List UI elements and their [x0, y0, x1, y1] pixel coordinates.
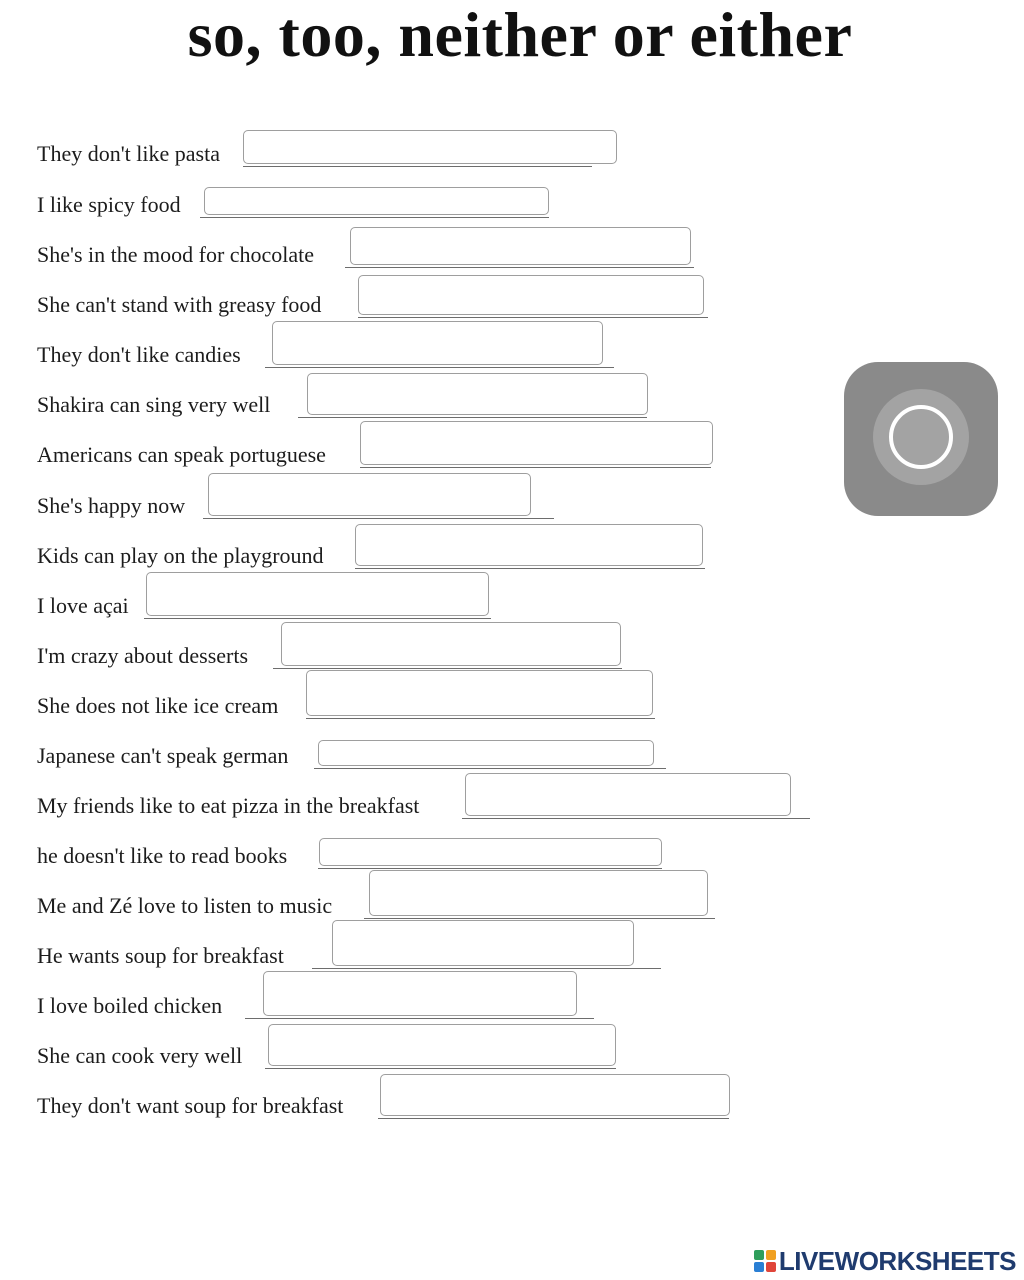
- exercise-row: [37, 781, 897, 831]
- record-button[interactable]: [844, 362, 998, 516]
- record-ring: [873, 389, 969, 485]
- answer-underline: [462, 818, 810, 819]
- exercise-prompt: Shakira can sing very well: [37, 392, 271, 417]
- exercise-prompt: I'm crazy about desserts: [37, 643, 249, 668]
- answer-underline: [314, 768, 666, 769]
- answer-input[interactable]: [319, 838, 662, 866]
- answer-input[interactable]: [350, 227, 691, 265]
- answer-input[interactable]: [369, 870, 708, 916]
- exercise-prompt: She does not like ice cream: [37, 693, 279, 718]
- exercise-prompt: They don't like candies: [37, 342, 241, 367]
- answer-underline: [265, 1068, 616, 1069]
- answer-input[interactable]: [358, 275, 704, 315]
- exercise-row: [37, 1081, 897, 1131]
- answer-underline: [358, 317, 708, 318]
- answer-input[interactable]: [380, 1074, 730, 1116]
- exercise-prompt: Americans can speak portuguese: [37, 442, 326, 467]
- exercise-prompt: He wants soup for breakfast: [37, 943, 284, 968]
- exercise-row: [37, 681, 897, 731]
- exercise-prompt: Me and Zé love to listen to music: [37, 893, 333, 918]
- exercise-prompt: Kids can play on the playground: [37, 543, 324, 568]
- page-title: so, too, neither or either: [187, 0, 853, 70]
- exercise-prompt: They don't want soup for breakfast: [37, 1093, 344, 1118]
- exercise-prompt: I like spicy food: [37, 192, 181, 217]
- answer-underline: [312, 968, 661, 969]
- answer-underline: [273, 668, 622, 669]
- exercise-row: [37, 180, 897, 230]
- exercise-prompt: Japanese can't speak german: [37, 743, 289, 768]
- answer-underline: [245, 1018, 594, 1019]
- logo-square-4: [766, 1262, 776, 1272]
- logo-square-2: [766, 1250, 776, 1260]
- answer-input[interactable]: [146, 572, 489, 616]
- answer-input[interactable]: [306, 670, 653, 716]
- answer-input[interactable]: [263, 971, 577, 1016]
- answer-underline: [360, 467, 711, 468]
- answer-input[interactable]: [204, 187, 549, 215]
- exercise-prompt: My friends like to eat pizza in the breakfast: [37, 793, 420, 818]
- answer-underline: [243, 166, 592, 167]
- answer-underline: [298, 417, 647, 418]
- exercise-prompt: She's in the mood for chocolate: [37, 242, 315, 267]
- brand-name: LIVEWORKSHEETS: [778, 1246, 1016, 1276]
- answer-underline: [306, 718, 655, 719]
- exercise-row: [37, 230, 897, 280]
- record-circle-icon: [889, 405, 953, 469]
- answer-input[interactable]: [243, 130, 617, 164]
- exercise-prompt: I love açai: [37, 593, 129, 618]
- answer-input[interactable]: [208, 473, 531, 516]
- exercise-row: [37, 129, 897, 179]
- logo-square-1: [754, 1250, 764, 1260]
- answer-underline: [203, 518, 554, 519]
- answer-underline: [144, 618, 491, 619]
- exercise-prompt: They don't like pasta: [37, 141, 220, 166]
- answer-input[interactable]: [465, 773, 791, 816]
- exercise-prompt: She's happy now: [37, 493, 186, 518]
- answer-input[interactable]: [355, 524, 703, 566]
- answer-input[interactable]: [272, 321, 603, 365]
- answer-underline: [378, 1118, 729, 1119]
- answer-underline: [318, 868, 662, 869]
- answer-underline: [200, 217, 549, 218]
- answer-input[interactable]: [332, 920, 634, 966]
- exercise-prompt: he doesn't like to read books: [37, 843, 288, 868]
- exercise-prompt: She can't stand with greasy food: [37, 292, 322, 317]
- answer-underline: [364, 918, 715, 919]
- answer-input[interactable]: [268, 1024, 616, 1066]
- answer-input[interactable]: [281, 622, 621, 666]
- answer-input[interactable]: [318, 740, 654, 766]
- brand-footer[interactable]: [754, 1248, 1016, 1274]
- answer-underline: [355, 568, 705, 569]
- logo-square-3: [754, 1262, 764, 1272]
- liveworksheets-logo-icon: [754, 1250, 776, 1272]
- exercise-prompt: She can cook very well: [37, 1043, 243, 1068]
- answer-underline: [345, 267, 694, 268]
- answer-underline: [265, 367, 614, 368]
- answer-input[interactable]: [307, 373, 648, 415]
- answer-input[interactable]: [360, 421, 713, 465]
- exercise-prompt: I love boiled chicken: [37, 993, 223, 1018]
